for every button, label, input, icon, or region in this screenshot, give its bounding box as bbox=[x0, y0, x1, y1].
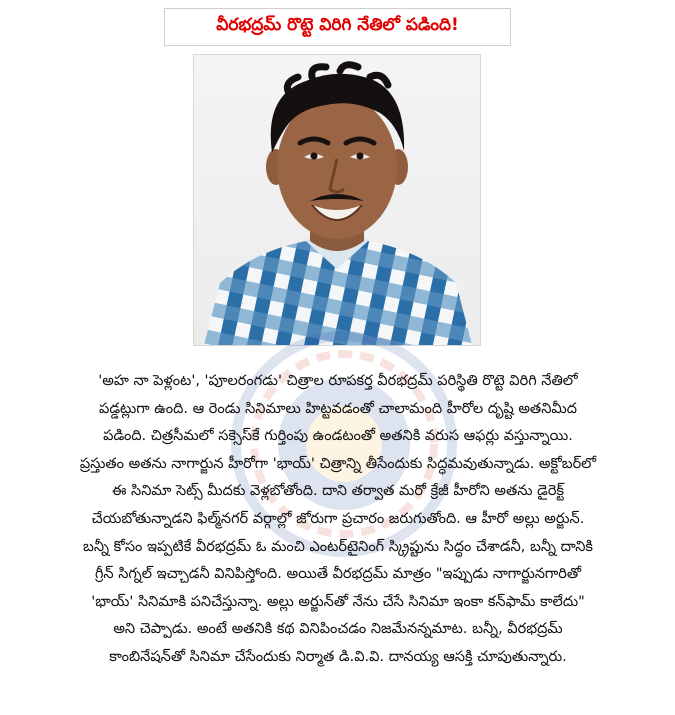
article-line: 'భాయ్' సినిమాకి పనిచేస్తున్నా. అల్లు అర్జున్‌తో నేను చేసే సినిమా ఇంకా కన్‌ఫామ్ కాలేదు" bbox=[91, 593, 585, 610]
article-line: గ్రీన్ సిగ్నల్ ఇచ్చాడనీ వినిపిస్తోంది. అయితే వీరభద్రమ్ మాత్రం "ఇప్పుడు నాగార్జునగారితో bbox=[94, 566, 582, 583]
article-line: కాంబినేషన్‌తో సినిమా చేసేందుకు నిర్మాత డి.వి.వి. దానయ్య ఆసక్తి చూపుతున్నారు. bbox=[109, 648, 567, 665]
article-line: బన్నీ కోసం ఇప్పటికే వీరభద్రమ్ ఓ మంచి ఎంటర్‌టైనింగ్ స్క్రిప్టును సిద్ధం చేశాడనీ, బన్నీ దానికి bbox=[83, 538, 593, 555]
article-line: పడింది. చిత్రసీమలో సక్సెస్‌కే గుర్తింపు ఉండటంతో అతనికి వరుస ఆఫర్లు వస్తున్నాయి. bbox=[103, 428, 573, 445]
article-line: పడ్డట్లుగా ఉంది. ఆ రెండు సినిమాలు హిట్టవడంతో చాలామంది హీరోల దృష్టి అతనిమీద bbox=[99, 400, 577, 417]
article-body bbox=[14, 368, 662, 672]
headline: వీరభద్రమ్ రొట్టె విరిగి నేతిలో పడింది! bbox=[164, 8, 511, 46]
portrait-photo bbox=[193, 54, 481, 346]
article-line: ఈ సినిమా సెట్స్ మీదకు వెళ్లబోతోంది. దాని తర్వాత మరో క్రేజీ హీరోని అతను డైరెక్ట్ bbox=[112, 483, 564, 500]
portrait-illustration bbox=[194, 55, 480, 345]
article-line: ప్రస్తుతం అతను నాగార్జున హీరోగా 'భాయ్' చిత్రాన్ని తీసేందుకు సిద్ధమవుతున్నాడు. అక్టోబర్‌లో bbox=[79, 455, 597, 472]
article-line: అని చెప్పాడు. అంటే అతనికి కథ వినిపించడం నిజమేనన్నమాట. బన్నీ, వీరభద్రమ్ bbox=[113, 621, 563, 638]
article-line: చేయబోతున్నాడని ఫిల్మ్‌నగర్ వర్గాల్లో జోరుగా ప్రచారం జరుగుతోంది. ఆ హీరో అల్లు అర్జున్. bbox=[91, 510, 585, 527]
article-line: 'అహ నా పెళ్లంట', 'పూలరంగడు' చిత్రాల రూపకర్త వీరభద్రమ్ పరిస్థితి రొట్టె విరిగి నేతిలో bbox=[98, 373, 578, 389]
